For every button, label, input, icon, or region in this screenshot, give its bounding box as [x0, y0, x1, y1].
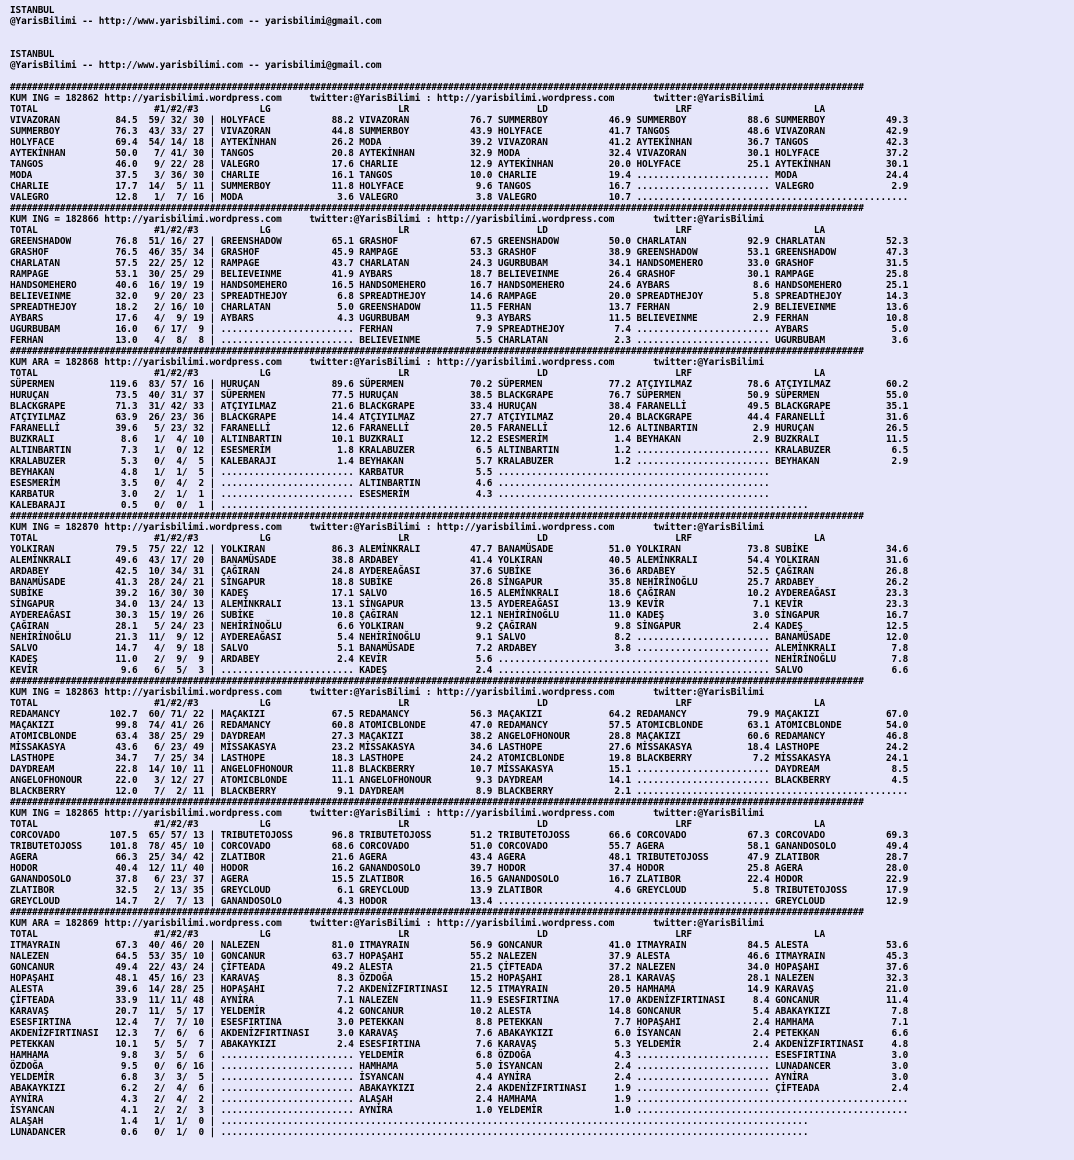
report-line: SUBİKE 39.2 16/ 30/ 30 | KADEŞ 17.1 SALVO 16.5 ALEMİNKRALI 18.6 ÇAĞIRAN 10.2 AYDEREAĞASI 23.3	[10, 588, 909, 599]
report-line: KUM ING = 182865 http://yarisbilimi.wordpress.com twitter:@YarisBilimi : http://yarisbilimi.wordpress.com twitter:@YarisBilimi	[10, 808, 765, 819]
report-line: BLACKBERRY 12.0 7/ 2/ 11 | BLACKBERRY 9.1 DAYDREAM 8.9 BLACKBERRY 2.1 .................................................	[10, 786, 909, 797]
report-line: HOPAŞAHI 48.1 45/ 16/ 23 | KARAVAŞ 8.3 ÖZDOĞA 15.2 HOPAŞAHI 28.1 KARAVAŞ 28.1 NALEZEN 32.3	[10, 973, 909, 984]
report-line: FARANELLİ 39.6 5/ 23/ 32 | FARANELLİ 12.6 FARANELLİ 20.5 FARANELLİ 12.6 ALTINBARTIN 2.9 HURUÇAN 26.5	[10, 423, 909, 434]
report-line: SİNGAPUR 34.0 13/ 24/ 13 | ALEMİNKRALI 13.1 SİNGAPUR 13.5 AYDEREAĞASI 13.9 KEVİR 7.1 KEVİR 23.3	[10, 599, 909, 610]
report-line: ##########################################################################################################################################################	[10, 907, 864, 918]
report-line: ZLATIBOR 32.5 2/ 13/ 35 | GREYCLOUD 6.1 GREYCLOUD 13.9 ZLATIBOR 4.6 GREYCLOUD 5.8 TRIBUTETOJOSS 17.9	[10, 885, 909, 896]
report-line: KARAVAŞ 20.7 11/ 5/ 17 | YELDEMİR 4.2 GONCANUR 10.2 ALESTA 14.8 GONCANUR 5.4 ABAKAYKIZI 7.8	[10, 1006, 909, 1017]
report-line	[10, 38, 1074, 49]
report-line: CHARLATAN 57.5 22/ 25/ 12 | RAMPAGE 43.7 CHARLATAN 24.3 UGURBUBAM 34.1 HANDSOMEHERO 33.0 GRASHOF 31.5	[10, 258, 909, 269]
report-line: HODOR 40.4 12/ 11/ 40 | HODOR 16.2 GANANDOSOLO 39.7 HODOR 37.4 HODOR 25.8 AGERA 28.0	[10, 863, 909, 874]
report-line: AYTEKİNHAN 50.0 7/ 41/ 30 | TANGOS 20.8 AYTEKİNHAN 32.9 MODA 32.4 VIVAZORAN 30.1 HOLYFACE 37.2	[10, 148, 909, 159]
report-line: YOLKIRAN 79.5 75/ 22/ 12 | YOLKIRAN 86.3 ALEMİNKRALI 47.7 BANAMÜSADE 51.0 YOLKIRAN 73.8 SUBİKE 34.6	[10, 544, 909, 555]
report-line: ARDABEY 42.5 10/ 34/ 31 | ÇAĞIRAN 24.8 AYDEREAĞASI 37.6 SUBİKE 36.6 ARDABEY 52.5 ÇAĞIRAN 26.8	[10, 566, 909, 577]
report-line: GREENSHADOW 76.8 51/ 16/ 27 | GREENSHADOW 65.1 GRASHOF 67.5 GREENSHADOW 50.0 CHARLATAN 92.9 CHARLATAN 52.3	[10, 236, 909, 247]
report-line: AKDENİZFIRTINASI 12.3 7/ 6/ 6 | AKDENİZFIRTINASI 3.0 KARAVAŞ 7.6 ABAKAYKIZI 6.0 İSYANCAN 2.4 PETEKKAN 6.6	[10, 1028, 909, 1039]
report-line: ALEMİNKRALI 49.6 43/ 17/ 20 | BANAMÜSADE 38.8 ARDABEY 41.4 YOLKIRAN 40.5 ALEMİNKRALI 54.4 YOLKIRAN 31.6	[10, 555, 909, 566]
report-line: VIVAZORAN 84.5 59/ 32/ 30 | HOLYFACE 88.2 VIVAZORAN 76.7 SUMMERBOY 46.9 SUMMERBOY 88.6 SUMMERBOY 49.3	[10, 115, 909, 126]
report-line: TOTAL #1/#2/#3 LG LR LD LRF LA	[10, 225, 826, 236]
report-line: DAYDREAM 22.8 14/ 10/ 11 | ANGELOFHONOUR 11.8 BLACKBERRY 10.7 MİSSAKASYA 15.1 ........................ DAYDREAM 8.5	[10, 764, 909, 775]
report-line: BANAMÜSADE 41.3 28/ 24/ 21 | SİNGAPUR 18.8 SUBİKE 26.8 SİNGAPUR 35.8 NEHİRİNOĞLU 25.7 ARDABEY 26.2	[10, 577, 909, 588]
report-line: AYBARS 17.6 4/ 9/ 19 | AYBARS 4.3 UGURBUBAM 9.3 AYBARS 11.5 BELIEVEINME 2.9 FERHAN 10.8	[10, 313, 909, 324]
report-line: ##########################################################################################################################################################	[10, 346, 864, 357]
report-line: ALTINBARTIN 7.3 1/ 0/ 12 | ESESMERİM 1.8 KRALABUZER 6.5 ALTINBARTIN 1.2 ........................ KRALABUZER 6.5	[10, 445, 909, 456]
report-line: GANANDOSOLO 37.8 6/ 23/ 37 | AGERA 15.5 ZLATIBOR 16.5 GANANDOSOLO 16.7 ZLATIBOR 22.4 HODOR 22.9	[10, 874, 909, 885]
report-line: GONCANUR 49.4 22/ 43/ 24 | ÇİFTEADA 49.2 ALESTA 21.5 ÇİFTEADA 37.2 NALEZEN 34.0 HOPAŞAHI 37.6	[10, 962, 909, 973]
report-line: HURUÇAN 73.5 40/ 31/ 37 | SÜPERMEN 77.5 HURUÇAN 38.5 BLACKGRAPE 76.7 SÜPERMEN 50.9 SÜPERMEN 55.0	[10, 390, 909, 401]
report-line: MAÇAKIZI 99.8 74/ 41/ 26 | REDAMANCY 60.8 ATOMICBLONDE 47.0 REDAMANCY 57.5 ATOMICBLONDE 63.1 ATOMICBLONDE 54.0	[10, 720, 909, 731]
report-line: @YarisBilimi -- http://www.yarisbilimi.com -- yarisbilimi@gmail.com	[10, 60, 382, 71]
report-line: ESESMERİM 3.5 0/ 4/ 2 | ........................ ALTINBARTIN 4.6 .................................................	[10, 478, 770, 489]
report-line: ITMAYRAIN 67.3 40/ 46/ 20 | NALEZEN 81.0 ITMAYRAIN 56.9 GONCANUR 41.0 ITMAYRAIN 84.5 ALESTA 53.6	[10, 940, 909, 951]
report-line: SUMMERBOY 76.3 43/ 33/ 27 | VIVAZORAN 44.8 SUMMERBOY 43.9 HOLYFACE 41.7 TANGOS 48.6 VIVAZORAN 42.9	[10, 126, 909, 137]
report-line: BELIEVEINME 32.0 9/ 20/ 23 | SPREADTHEJOY 6.8 SPREADTHEJOY 14.6 RAMPAGE 20.0 SPREADTHEJOY 5.8 SPREADTHEJOY 14.3	[10, 291, 909, 302]
report-line: HAMHAMA 9.8 3/ 5/ 6 | ........................ YELDEMİR 6.8 ÖZDOĞA 4.3 ........................ ESESFIRTINA 3.0	[10, 1050, 909, 1061]
report-line	[10, 71, 1074, 82]
report-line: MODA 37.5 3/ 36/ 30 | CHARLIE 16.1 TANGOS 10.0 CHARLIE 19.4 ........................ MODA 24.4	[10, 170, 909, 181]
report-line: KALEBARAJI 0.5 0/ 0/ 1 | ..........................................................................................................	[10, 500, 809, 511]
report-line: TOTAL #1/#2/#3 LG LR LD LRF LA	[10, 698, 826, 709]
report-line: RAMPAGE 53.1 30/ 25/ 29 | BELIEVEINME 41.9 AYBARS 18.7 BELIEVEINME 26.4 GRASHOF 30.1 RAMPAGE 25.8	[10, 269, 909, 280]
report-line: BUZKRALI 8.6 1/ 4/ 10 | ALTINBARTIN 10.1 BUZKRALI 12.2 ESESMERİM 1.4 BEYHAKAN 2.9 BUZKRALI 11.5	[10, 434, 909, 445]
report-line: ESESFIRTINA 12.4 7/ 7/ 10 | ESESFIRTINA 3.0 PETEKKAN 8.8 PETEKKAN 7.7 HOPAŞAHI 2.4 HAMHAMA 7.1	[10, 1017, 909, 1028]
report-line: GRASHOF 76.5 46/ 35/ 34 | GRASHOF 45.9 RAMPAGE 53.3 GRASHOF 38.9 GREENSHADOW 53.1 GREENSHADOW 47.3	[10, 247, 909, 258]
report-line: @YarisBilimi -- http://www.yarisbilimi.com -- yarisbilimi@gmail.com	[10, 16, 382, 27]
report-line: TOTAL #1/#2/#3 LG LR LD LRF LA	[10, 368, 826, 379]
report-line: ÇİFTEADA 33.9 11/ 11/ 48 | AYNİRA 7.1 NALEZEN 11.9 ESESFIRTINA 17.0 AKDENİZFIRTINASI 8.4 GONCANUR 11.4	[10, 995, 909, 1006]
report-line: ##########################################################################################################################################################	[10, 203, 864, 214]
report-line: ##########################################################################################################################################################	[10, 676, 864, 687]
report-line: VALEGRO 12.8 1/ 7/ 16 | MODA 3.6 VALEGRO 3.8 VALEGRO 10.7 .................................................	[10, 192, 909, 203]
report-line: ATOMICBLONDE 63.4 38/ 25/ 29 | DAYDREAM 27.3 MAÇAKIZI 38.2 ANGELOFHONOUR 28.8 MAÇAKIZI 60.6 REDAMANCY 46.8	[10, 731, 909, 742]
report-line: GREYCLOUD 14.7 2/ 7/ 13 | GANANDOSOLO 4.3 HODOR 13.4 ................................................. GREYCLOUD 12.9	[10, 896, 909, 907]
report-line: YELDEMİR 6.8 3/ 3/ 5 | ........................ İSYANCAN 4.4 AYNİRA 2.4 ........................ AYNİRA 3.0	[10, 1072, 909, 1083]
report-line: AGERA 66.3 25/ 34/ 42 | ZLATIBOR 21.6 AGERA 43.4 AGERA 48.1 TRIBUTETOJOSS 47.9 ZLATIBOR 28.7	[10, 852, 909, 863]
report-line: UGURBUBAM 16.0 6/ 17/ 9 | ........................ FERHAN 7.9 SPREADTHEJOY 7.4 ........................ AYBARS 5.0	[10, 324, 909, 335]
report-line: KUM ARA = 182868 http://yarisbilimi.wordpress.com twitter:@YarisBilimi : http://yarisbilimi.wordpress.com twitter:@YarisBilimi	[10, 357, 765, 368]
report-line: PETEKKAN 10.1 5/ 5/ 7 | ABAKAYKIZI 2.4 ESESFIRTINA 7.6 KARAVAŞ 5.3 YELDEMİR 2.4 AKDENİZFIRTINASI 4.8	[10, 1039, 909, 1050]
report-line: KEVİR 9.6 6/ 5/ 3 | ........................ KADEŞ 2.4 ................................................. SALVO 6.6	[10, 665, 909, 676]
report-line: KUM ING = 182862 http://yarisbilimi.wordpress.com twitter:@YarisBilimi : http://yarisbilimi.wordpress.com twitter:@YarisBilimi	[10, 93, 765, 104]
report-line: KUM ARA = 182869 http://yarisbilimi.wordpress.com twitter:@YarisBilimi : http://yarisbilimi.wordpress.com twitter:@YarisBilimi	[10, 918, 765, 929]
report-line: ABAKAYKIZI 6.2 2/ 4/ 6 | ........................ ABAKAYKIZI 2.4 AKDENİZFIRTINASI 1.9 ........................ ÇİFTEADA 2.4	[10, 1083, 909, 1094]
report-line: ÖZDOĞA 9.5 0/ 6/ 16 | ........................ HAMHAMA 5.0 İSYANCAN 2.4 ........................ LUNADANCER 3.0	[10, 1061, 909, 1072]
report-line: NEHİRİNOĞLU 21.3 11/ 9/ 12 | AYDEREAĞASI 5.4 NEHİRİNOĞLU 9.1 SALVO 8.2 ........................ BANAMÜSADE 12.0	[10, 632, 909, 643]
report-line: KUM ING = 182870 http://yarisbilimi.wordpress.com twitter:@YarisBilimi : http://yarisbilimi.wordpress.com twitter:@YarisBilimi	[10, 522, 765, 533]
report-line: BLACKGRAPE 71.3 31/ 42/ 33 | ATÇIYILMAZ 21.6 BLACKGRAPE 33.4 HURUÇAN 38.4 FARANELLİ 49.5 BLACKGRAPE 35.1	[10, 401, 909, 412]
report-line: CHARLIE 17.7 14/ 5/ 11 | SUMMERBOY 11.8 HOLYFACE 9.6 TANGOS 16.7 ........................ VALEGRO 2.9	[10, 181, 909, 192]
report-line: İSYANCAN 4.1 2/ 2/ 3 | ........................ AYNİRA 1.0 YELDEMİR 1.0 .................................................	[10, 1105, 909, 1116]
report-line: HOLYFACE 69.4 54/ 14/ 18 | AYTEKİNHAN 26.2 MODA 39.2 VIVAZORAN 41.2 AYTEKİNHAN 36.7 TANGOS 42.3	[10, 137, 909, 148]
report-line: SPREADTHEJOY 18.2 2/ 16/ 10 | CHARLATAN 5.0 GREENSHADOW 11.5 FERHAN 13.7 FERHAN 2.9 BELIEVEINME 13.6	[10, 302, 909, 313]
report-line: ALAŞAH 1.4 1/ 1/ 0 | ..........................................................................................................	[10, 1116, 809, 1127]
report-line: TOTAL #1/#2/#3 LG LR LD LRF LA	[10, 104, 826, 115]
report-line: SALVO 14.7 4/ 9/ 18 | SALVO 5.1 BANAMÜSADE 7.2 ARDABEY 3.8 ........................ ALEMİNKRALI 7.8	[10, 643, 909, 654]
report-line: AYDEREAĞASI 30.3 15/ 19/ 26 | SUBİKE 10.8 ÇAĞIRAN 12.1 NEHİRİNOĞLU 11.0 KADEŞ 3.0 SİNGAPUR 16.7	[10, 610, 909, 621]
report-line: ISTANBUL	[10, 5, 55, 16]
report-line: ÇAĞIRAN 28.1 5/ 24/ 23 | NEHİRİNOĞLU 6.6 YOLKIRAN 9.2 ÇAĞIRAN 9.8 SİNGAPUR 2.4 KADEŞ 12.5	[10, 621, 909, 632]
report-line: KRALABUZER 5.3 0/ 4/ 5 | KALEBARAJI 1.4 BEYHAKAN 5.7 KRALABUZER 1.2 ........................ BEYHAKAN 2.9	[10, 456, 909, 467]
report-line: REDAMANCY 102.7 60/ 71/ 22 | MAÇAKIZI 67.5 REDAMANCY 56.3 MAÇAKIZI 64.2 REDAMANCY 79.9 MAÇAKIZI 67.0	[10, 709, 909, 720]
report-line: TOTAL #1/#2/#3 LG LR LD LRF LA	[10, 929, 826, 940]
report-line: AYNİRA 4.3 2/ 4/ 2 | ........................ ALAŞAH 2.4 HAMHAMA 1.9 .................................................	[10, 1094, 909, 1105]
report-line: NALEZEN 64.5 53/ 35/ 10 | GONCANUR 63.7 HOPAŞAHI 55.2 NALEZEN 37.9 ALESTA 46.6 ITMAYRAIN 45.3	[10, 951, 909, 962]
report-line: ANGELOFHONOUR 22.0 3/ 12/ 27 | ATOMICBLONDE 11.1 ANGELOFHONOUR 9.3 DAYDREAM 14.1 ........................ BLACKBERRY 4.5	[10, 775, 909, 786]
report-line: TANGOS 46.0 9/ 22/ 28 | VALEGRO 17.6 CHARLIE 12.9 AYTEKİNHAN 20.0 HOLYFACE 25.1 AYTEKİNHAN 30.1	[10, 159, 909, 170]
report-line: HANDSOMEHERO 40.6 16/ 19/ 19 | HANDSOMEHERO 16.5 HANDSOMEHERO 16.7 HANDSOMEHERO 24.6 AYBARS 8.6 HANDSOMEHERO 25.1	[10, 280, 909, 291]
report-line: CORCOVADO 107.5 65/ 57/ 13 | TRIBUTETOJOSS 96.8 TRIBUTETOJOSS 51.2 TRIBUTETOJOSS 66.6 CORCOVADO 67.3 CORCOVADO 69.3	[10, 830, 909, 841]
report-line: MİSSAKASYA 43.6 6/ 23/ 49 | MİSSAKASYA 23.2 MİSSAKASYA 34.6 LASTHOPE 27.6 MİSSAKASYA 18.4 LASTHOPE 24.2	[10, 742, 909, 753]
report-line: BEYHAKAN 4.8 1/ 1/ 5 | ........................ KARBATUR 5.5 .................................................	[10, 467, 770, 478]
report-line: TOTAL #1/#2/#3 LG LR LD LRF LA	[10, 533, 826, 544]
report-line: KARBATUR 3.0 2/ 1/ 1 | ........................ ESESMERİM 4.3 .................................................	[10, 489, 770, 500]
report-line: LUNADANCER 0.6 0/ 1/ 0 | ..........................................................................................................	[10, 1127, 809, 1138]
report-line: ##########################################################################################################################################################	[10, 511, 864, 522]
report-line: LASTHOPE 34.7 7/ 25/ 34 | LASTHOPE 18.3 LASTHOPE 24.2 ATOMICBLONDE 19.8 BLACKBERRY 7.2 MİSSAKASYA 24.1	[10, 753, 909, 764]
report-line: TRIBUTETOJOSS 101.8 78/ 45/ 10 | CORCOVADO 68.6 CORCOVADO 51.0 CORCOVADO 55.7 AGERA 58.1 GANANDOSOLO 49.4	[10, 841, 909, 852]
report-line	[10, 27, 1074, 38]
report-line: KUM ING = 182863 http://yarisbilimi.wordpress.com twitter:@YarisBilimi : http://yarisbilimi.wordpress.com twitter:@YarisBilimi	[10, 687, 765, 698]
report-line: FERHAN 13.0 4/ 8/ 8 | ........................ BELIEVEINME 5.5 CHARLATAN 2.3 ........................ UGURBUBAM 3.6	[10, 335, 909, 346]
report-line: ISTANBUL	[10, 49, 55, 60]
report-line: ATÇIYILMAZ 63.9 26/ 23/ 36 | BLACKGRAPE 14.4 ATÇIYILMAZ 27.7 ATÇIYILMAZ 20.4 BLACKGRAPE 44.4 FARANELLİ 31.6	[10, 412, 909, 423]
report-line: ##########################################################################################################################################################	[10, 797, 864, 808]
report-line: ALESTA 39.6 14/ 28/ 25 | HOPAŞAHI 7.2 AKDENİZFIRTINASI 12.5 ITMAYRAIN 20.5 HAMHAMA 14.9 KARAVAŞ 21.0	[10, 984, 909, 995]
report-line: KADEŞ 11.0 2/ 9/ 9 | ARDABEY 2.4 KEVİR 5.6 ................................................. NEHİRİNOĞLU 7.8	[10, 654, 909, 665]
report-line: TOTAL #1/#2/#3 LG LR LD LRF LA	[10, 819, 826, 830]
report-line: ##########################################################################################################################################################	[10, 82, 864, 93]
report-line: KUM ING = 182866 http://yarisbilimi.wordpress.com twitter:@YarisBilimi : http://yarisbilimi.wordpress.com twitter:@YarisBilimi	[10, 214, 765, 225]
report-line: SÜPERMEN 119.6 83/ 57/ 16 | HURUÇAN 89.6 SÜPERMEN 70.2 SÜPERMEN 77.2 ATÇIYILMAZ 78.6 ATÇIYILMAZ 60.2	[10, 379, 909, 390]
